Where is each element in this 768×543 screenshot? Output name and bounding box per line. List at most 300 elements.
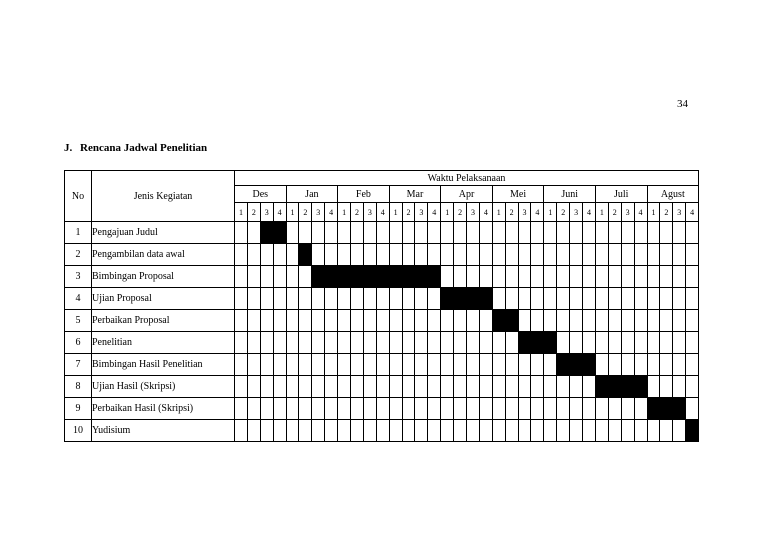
schedule-cell bbox=[286, 376, 299, 398]
row-number: 10 bbox=[65, 420, 92, 442]
table-row bbox=[65, 332, 699, 354]
schedule-bar-cell bbox=[531, 332, 544, 354]
schedule-cell bbox=[235, 376, 248, 398]
week-header: 2 bbox=[608, 203, 621, 222]
schedule-cell bbox=[557, 288, 570, 310]
schedule-cell bbox=[286, 222, 299, 244]
week-header: 2 bbox=[247, 203, 260, 222]
schedule-cell bbox=[235, 332, 248, 354]
week-header: 4 bbox=[273, 203, 286, 222]
schedule-cell bbox=[415, 420, 428, 442]
table-row bbox=[65, 266, 699, 288]
schedule-cell bbox=[376, 244, 389, 266]
schedule-cell bbox=[247, 398, 260, 420]
schedule-cell bbox=[544, 310, 557, 332]
week-header: 1 bbox=[647, 203, 660, 222]
schedule-cell bbox=[441, 310, 454, 332]
table-row bbox=[65, 244, 699, 266]
week-header: 1 bbox=[286, 203, 299, 222]
schedule-cell bbox=[363, 332, 376, 354]
schedule-cell bbox=[505, 288, 518, 310]
month-header: Des bbox=[235, 186, 287, 203]
activity-name: Ujian Hasil (Skripsi) bbox=[92, 376, 235, 398]
schedule-cell bbox=[363, 310, 376, 332]
schedule-cell bbox=[647, 420, 660, 442]
schedule-cell bbox=[415, 376, 428, 398]
schedule-cell bbox=[260, 354, 273, 376]
schedule-cell bbox=[389, 376, 402, 398]
schedule-cell bbox=[247, 310, 260, 332]
schedule-cell bbox=[544, 288, 557, 310]
schedule-cell bbox=[505, 420, 518, 442]
schedule-cell bbox=[389, 288, 402, 310]
schedule-cell bbox=[338, 420, 351, 442]
schedule-cell bbox=[544, 376, 557, 398]
schedule-cell bbox=[686, 244, 699, 266]
week-header: 3 bbox=[415, 203, 428, 222]
schedule-bar-cell bbox=[518, 332, 531, 354]
month-header: Agust bbox=[647, 186, 699, 203]
week-header: 3 bbox=[363, 203, 376, 222]
week-header: 3 bbox=[570, 203, 583, 222]
schedule-cell bbox=[608, 310, 621, 332]
schedule-cell bbox=[376, 332, 389, 354]
week-header: 2 bbox=[557, 203, 570, 222]
week-header: 1 bbox=[492, 203, 505, 222]
schedule-cell bbox=[389, 398, 402, 420]
week-header: 3 bbox=[621, 203, 634, 222]
week-header: 3 bbox=[260, 203, 273, 222]
schedule-cell bbox=[608, 266, 621, 288]
table-row bbox=[65, 354, 699, 376]
month-header: Jan bbox=[286, 186, 338, 203]
schedule-cell bbox=[467, 376, 480, 398]
schedule-cell bbox=[583, 222, 596, 244]
schedule-cell bbox=[260, 376, 273, 398]
schedule-bar-cell bbox=[454, 288, 467, 310]
week-header: 3 bbox=[518, 203, 531, 222]
schedule-cell bbox=[531, 376, 544, 398]
schedule-cell bbox=[673, 354, 686, 376]
schedule-cell bbox=[570, 310, 583, 332]
month-header: Apr bbox=[441, 186, 493, 203]
schedule-cell bbox=[505, 376, 518, 398]
schedule-cell bbox=[467, 332, 480, 354]
schedule-cell bbox=[235, 288, 248, 310]
schedule-cell bbox=[376, 398, 389, 420]
schedule-bar-cell bbox=[557, 354, 570, 376]
schedule-cell bbox=[518, 420, 531, 442]
schedule-cell bbox=[402, 376, 415, 398]
schedule-cell bbox=[415, 398, 428, 420]
schedule-cell bbox=[595, 332, 608, 354]
schedule-cell bbox=[583, 288, 596, 310]
week-header: 3 bbox=[467, 203, 480, 222]
schedule-cell bbox=[647, 310, 660, 332]
schedule-cell bbox=[544, 420, 557, 442]
week-header: 1 bbox=[235, 203, 248, 222]
schedule-cell bbox=[454, 266, 467, 288]
schedule-cell bbox=[428, 398, 441, 420]
schedule-cell bbox=[531, 354, 544, 376]
schedule-cell bbox=[325, 244, 338, 266]
schedule-cell bbox=[441, 376, 454, 398]
schedule-cell bbox=[531, 266, 544, 288]
schedule-cell bbox=[351, 288, 364, 310]
schedule-cell bbox=[273, 420, 286, 442]
schedule-cell bbox=[273, 398, 286, 420]
schedule-cell bbox=[634, 310, 647, 332]
schedule-cell bbox=[479, 376, 492, 398]
schedule-cell bbox=[570, 244, 583, 266]
schedule-cell bbox=[312, 222, 325, 244]
row-number: 5 bbox=[65, 310, 92, 332]
schedule-cell bbox=[479, 398, 492, 420]
schedule-cell bbox=[402, 244, 415, 266]
schedule-cell bbox=[299, 354, 312, 376]
schedule-cell bbox=[299, 222, 312, 244]
schedule-cell bbox=[557, 420, 570, 442]
schedule-cell bbox=[454, 376, 467, 398]
schedule-bar-cell bbox=[325, 266, 338, 288]
schedule-cell bbox=[686, 222, 699, 244]
schedule-cell bbox=[467, 266, 480, 288]
schedule-cell bbox=[479, 244, 492, 266]
schedule-cell bbox=[325, 332, 338, 354]
schedule-cell bbox=[351, 420, 364, 442]
schedule-cell bbox=[286, 332, 299, 354]
schedule-bar-cell bbox=[647, 398, 660, 420]
schedule-cell bbox=[531, 288, 544, 310]
schedule-cell bbox=[428, 332, 441, 354]
section-letter: J. bbox=[64, 142, 73, 154]
row-number: 7 bbox=[65, 354, 92, 376]
schedule-cell bbox=[286, 398, 299, 420]
schedule-cell bbox=[583, 244, 596, 266]
week-header: 1 bbox=[544, 203, 557, 222]
schedule-cell bbox=[518, 310, 531, 332]
schedule-cell bbox=[634, 266, 647, 288]
schedule-cell bbox=[325, 310, 338, 332]
table-row bbox=[65, 288, 699, 310]
schedule-bar-cell bbox=[621, 376, 634, 398]
schedule-bar-cell bbox=[570, 354, 583, 376]
week-header: 1 bbox=[595, 203, 608, 222]
schedule-bar-cell bbox=[441, 288, 454, 310]
schedule-cell bbox=[492, 398, 505, 420]
schedule-cell bbox=[505, 354, 518, 376]
row-number: 9 bbox=[65, 398, 92, 420]
schedule-cell bbox=[570, 288, 583, 310]
schedule-cell bbox=[235, 244, 248, 266]
schedule-cell bbox=[544, 398, 557, 420]
table-row bbox=[65, 398, 699, 420]
schedule-cell bbox=[557, 266, 570, 288]
schedule-cell bbox=[389, 310, 402, 332]
activity-name: Pengajuan Judul bbox=[92, 222, 235, 244]
schedule-cell bbox=[608, 244, 621, 266]
schedule-cell bbox=[595, 288, 608, 310]
schedule-cell bbox=[376, 354, 389, 376]
schedule-cell bbox=[325, 398, 338, 420]
schedule-cell bbox=[647, 266, 660, 288]
schedule-cell bbox=[273, 332, 286, 354]
schedule-cell bbox=[467, 222, 480, 244]
schedule-cell bbox=[686, 398, 699, 420]
schedule-cell bbox=[351, 244, 364, 266]
section-title-text: Rencana Jadwal Penelitian bbox=[80, 142, 208, 154]
schedule-cell bbox=[673, 420, 686, 442]
schedule-cell bbox=[634, 244, 647, 266]
schedule-cell bbox=[415, 222, 428, 244]
schedule-cell bbox=[518, 398, 531, 420]
schedule-cell bbox=[415, 244, 428, 266]
schedule-cell bbox=[260, 398, 273, 420]
schedule-cell bbox=[557, 398, 570, 420]
schedule-bar-cell bbox=[338, 266, 351, 288]
schedule-cell bbox=[260, 244, 273, 266]
schedule-cell bbox=[273, 376, 286, 398]
schedule-cell bbox=[647, 288, 660, 310]
schedule-cell bbox=[673, 266, 686, 288]
schedule-cell bbox=[441, 332, 454, 354]
activity-name: Yudisium bbox=[92, 420, 235, 442]
schedule-cell bbox=[247, 266, 260, 288]
schedule-cell bbox=[235, 398, 248, 420]
schedule-cell bbox=[557, 222, 570, 244]
schedule-cell bbox=[505, 398, 518, 420]
schedule-cell bbox=[235, 310, 248, 332]
schedule-cell bbox=[673, 310, 686, 332]
row-number: 8 bbox=[65, 376, 92, 398]
schedule-cell bbox=[428, 288, 441, 310]
schedule-cell bbox=[467, 420, 480, 442]
schedule-cell bbox=[492, 376, 505, 398]
schedule-cell bbox=[351, 332, 364, 354]
schedule-bar-cell bbox=[608, 376, 621, 398]
schedule-cell bbox=[634, 288, 647, 310]
schedule-cell bbox=[299, 310, 312, 332]
schedule-cell bbox=[518, 376, 531, 398]
schedule-cell bbox=[595, 354, 608, 376]
schedule-cell bbox=[570, 420, 583, 442]
schedule-cell bbox=[531, 222, 544, 244]
schedule-bar-cell bbox=[363, 266, 376, 288]
schedule-cell bbox=[247, 288, 260, 310]
schedule-cell bbox=[402, 332, 415, 354]
schedule-cell bbox=[363, 244, 376, 266]
schedule-cell bbox=[492, 266, 505, 288]
schedule-cell bbox=[312, 354, 325, 376]
schedule-cell bbox=[402, 222, 415, 244]
schedule-cell bbox=[338, 288, 351, 310]
schedule-cell bbox=[492, 332, 505, 354]
schedule-cell bbox=[570, 266, 583, 288]
schedule-cell bbox=[647, 222, 660, 244]
schedule-cell bbox=[325, 420, 338, 442]
month-header: Juni bbox=[544, 186, 596, 203]
schedule-cell bbox=[570, 376, 583, 398]
schedule-cell bbox=[583, 332, 596, 354]
schedule-cell bbox=[286, 266, 299, 288]
schedule-cell bbox=[441, 266, 454, 288]
schedule-cell bbox=[647, 354, 660, 376]
schedule-cell bbox=[312, 420, 325, 442]
week-header: 2 bbox=[351, 203, 364, 222]
schedule-cell bbox=[376, 222, 389, 244]
schedule-cell bbox=[492, 222, 505, 244]
activity-name: Perbaikan Hasil (Skripsi) bbox=[92, 398, 235, 420]
schedule-cell bbox=[351, 310, 364, 332]
schedule-cell bbox=[273, 244, 286, 266]
week-header: 1 bbox=[389, 203, 402, 222]
schedule-cell bbox=[531, 244, 544, 266]
schedule-cell bbox=[673, 244, 686, 266]
activity-name: Ujian Proposal bbox=[92, 288, 235, 310]
schedule-cell bbox=[518, 288, 531, 310]
header-kegiatan: Jenis Kegiatan bbox=[92, 171, 235, 222]
schedule-cell bbox=[441, 222, 454, 244]
week-header: 1 bbox=[441, 203, 454, 222]
schedule-cell bbox=[518, 244, 531, 266]
schedule-cell bbox=[608, 288, 621, 310]
schedule-bar-cell bbox=[660, 398, 673, 420]
schedule-cell bbox=[376, 376, 389, 398]
schedule-cell bbox=[299, 376, 312, 398]
schedule-cell bbox=[415, 310, 428, 332]
schedule-bar-cell bbox=[673, 398, 686, 420]
schedule-cell bbox=[686, 288, 699, 310]
schedule-bar-cell bbox=[467, 288, 480, 310]
schedule-cell bbox=[260, 266, 273, 288]
schedule-cell bbox=[389, 222, 402, 244]
activity-name: Bimbingan Hasil Penelitian bbox=[92, 354, 235, 376]
row-number: 3 bbox=[65, 266, 92, 288]
week-header: 4 bbox=[531, 203, 544, 222]
schedule-cell bbox=[505, 266, 518, 288]
schedule-cell bbox=[634, 354, 647, 376]
schedule-cell bbox=[273, 354, 286, 376]
schedule-cell bbox=[402, 420, 415, 442]
schedule-cell bbox=[402, 354, 415, 376]
activity-name: Penelitian bbox=[92, 332, 235, 354]
schedule-cell bbox=[312, 310, 325, 332]
schedule-cell bbox=[608, 332, 621, 354]
schedule-cell bbox=[286, 310, 299, 332]
month-header: Mar bbox=[389, 186, 441, 203]
schedule-cell bbox=[583, 376, 596, 398]
schedule-cell bbox=[660, 354, 673, 376]
schedule-bar-cell bbox=[351, 266, 364, 288]
schedule-cell bbox=[415, 332, 428, 354]
schedule-cell bbox=[660, 310, 673, 332]
schedule-cell bbox=[608, 420, 621, 442]
schedule-cell bbox=[454, 420, 467, 442]
schedule-cell bbox=[312, 288, 325, 310]
schedule-cell bbox=[402, 288, 415, 310]
schedule-bar-cell bbox=[686, 420, 699, 442]
schedule-cell bbox=[428, 310, 441, 332]
row-number: 1 bbox=[65, 222, 92, 244]
schedule-cell bbox=[338, 310, 351, 332]
month-header: Feb bbox=[338, 186, 390, 203]
schedule-cell bbox=[634, 222, 647, 244]
schedule-cell bbox=[492, 354, 505, 376]
schedule-cell bbox=[363, 288, 376, 310]
schedule-cell bbox=[235, 266, 248, 288]
schedule-cell bbox=[467, 310, 480, 332]
schedule-bar-cell bbox=[595, 376, 608, 398]
schedule-cell bbox=[647, 244, 660, 266]
schedule-cell bbox=[647, 376, 660, 398]
week-header: 3 bbox=[673, 203, 686, 222]
schedule-cell bbox=[608, 222, 621, 244]
month-header: Mei bbox=[492, 186, 544, 203]
schedule-cell bbox=[389, 332, 402, 354]
schedule-cell bbox=[312, 332, 325, 354]
schedule-cell bbox=[595, 222, 608, 244]
schedule-cell bbox=[325, 376, 338, 398]
table-row bbox=[65, 376, 699, 398]
schedule-cell bbox=[247, 332, 260, 354]
schedule-cell bbox=[247, 222, 260, 244]
week-header: 2 bbox=[402, 203, 415, 222]
schedule-cell bbox=[454, 244, 467, 266]
schedule-cell bbox=[518, 222, 531, 244]
schedule-cell bbox=[363, 222, 376, 244]
schedule-table bbox=[64, 170, 699, 442]
schedule-cell bbox=[518, 266, 531, 288]
schedule-cell bbox=[299, 420, 312, 442]
schedule-cell bbox=[621, 244, 634, 266]
schedule-cell bbox=[479, 310, 492, 332]
schedule-cell bbox=[634, 332, 647, 354]
table-row bbox=[65, 310, 699, 332]
schedule-bar-cell bbox=[479, 288, 492, 310]
schedule-cell bbox=[595, 420, 608, 442]
schedule-cell bbox=[595, 244, 608, 266]
schedule-cell bbox=[312, 398, 325, 420]
week-header: 2 bbox=[454, 203, 467, 222]
schedule-cell bbox=[660, 266, 673, 288]
schedule-cell bbox=[325, 288, 338, 310]
schedule-bar-cell bbox=[312, 266, 325, 288]
schedule-cell bbox=[595, 266, 608, 288]
schedule-cell bbox=[260, 310, 273, 332]
schedule-cell bbox=[492, 420, 505, 442]
week-header: 4 bbox=[325, 203, 338, 222]
schedule-cell bbox=[505, 332, 518, 354]
schedule-cell bbox=[479, 354, 492, 376]
schedule-cell bbox=[286, 420, 299, 442]
week-header: 2 bbox=[505, 203, 518, 222]
schedule-cell bbox=[325, 354, 338, 376]
schedule-cell bbox=[286, 354, 299, 376]
schedule-cell bbox=[557, 244, 570, 266]
table-row bbox=[65, 222, 699, 244]
schedule-cell bbox=[428, 244, 441, 266]
schedule-cell bbox=[608, 354, 621, 376]
schedule-bar-cell bbox=[273, 222, 286, 244]
schedule-cell bbox=[260, 288, 273, 310]
schedule-cell bbox=[351, 376, 364, 398]
schedule-cell bbox=[621, 310, 634, 332]
schedule-cell bbox=[660, 332, 673, 354]
week-header: 4 bbox=[479, 203, 492, 222]
schedule-cell bbox=[247, 354, 260, 376]
schedule-cell bbox=[299, 398, 312, 420]
schedule-cell bbox=[376, 288, 389, 310]
